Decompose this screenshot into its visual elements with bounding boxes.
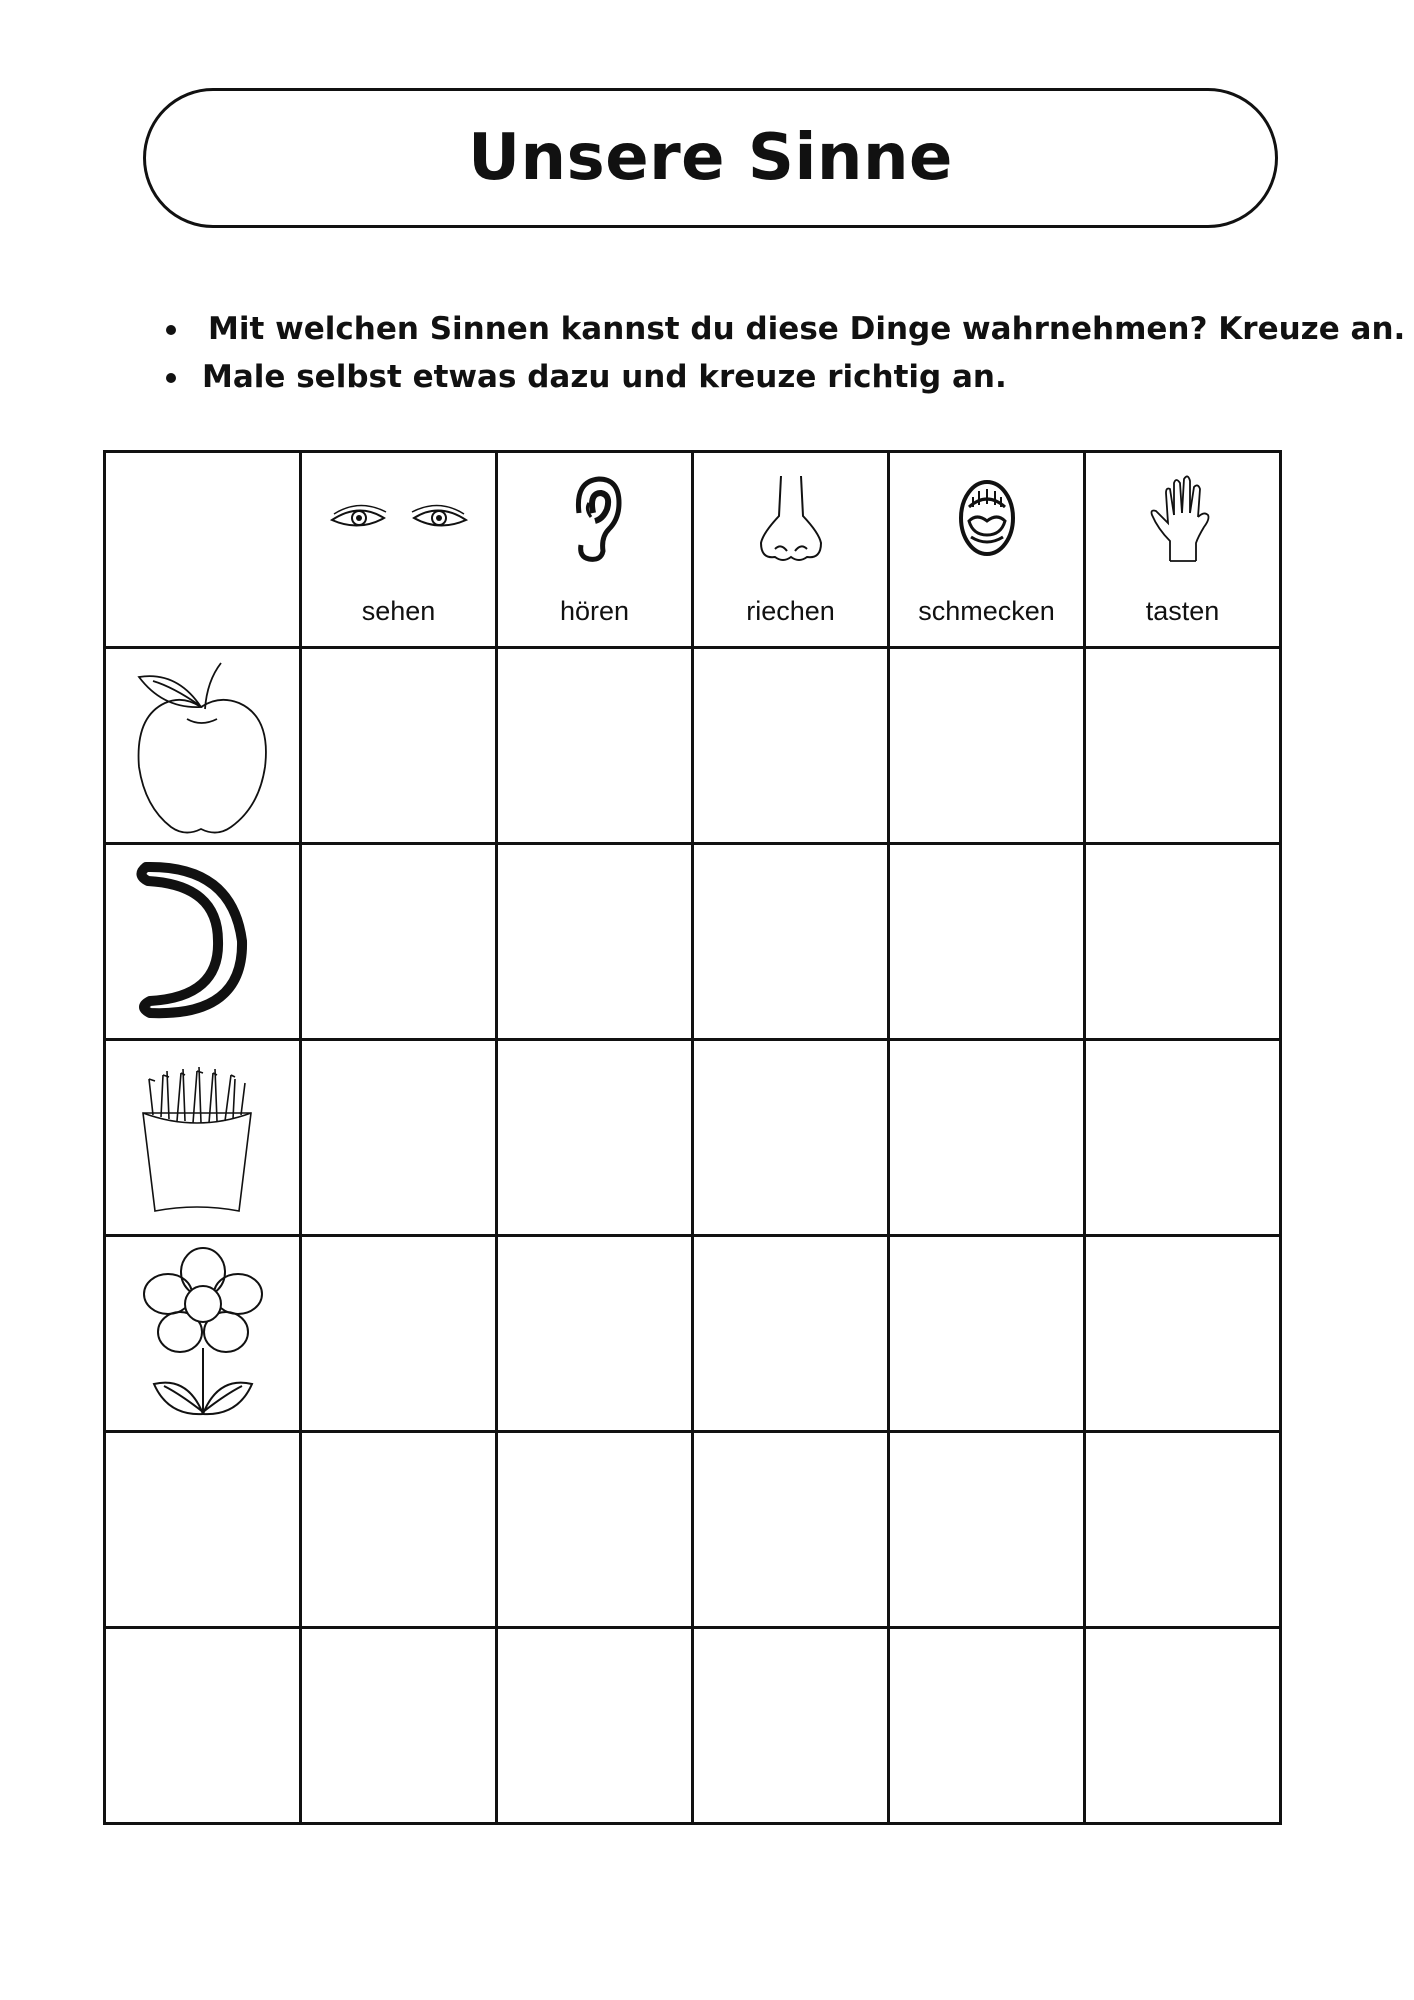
item-cell-fries [105,1040,301,1236]
sense-header-sehen [301,452,497,648]
sense-header-schmecken [889,452,1085,648]
check-cell[interactable] [497,844,693,1040]
nose-icon [694,463,887,573]
item-cell-moon [105,844,301,1040]
header-row [105,452,1281,648]
check-cell[interactable] [301,1040,497,1236]
instruction-item: Mit welchen Sinnen kannst du diese Dinge wahrnehmen? Kreuze an. [160,305,1405,353]
instruction-item: Male selbst etwas dazu und kreuze richtig an. [160,353,1405,401]
check-cell[interactable] [1085,1628,1281,1824]
check-cell[interactable] [693,844,889,1040]
check-cell[interactable] [889,1236,1085,1432]
check-cell[interactable] [497,1628,693,1824]
drawing-slot[interactable] [105,1432,301,1628]
check-cell[interactable] [889,648,1085,844]
check-cell[interactable] [889,1432,1085,1628]
sense-label: sehen [361,596,436,626]
item-row [105,648,1281,844]
instruction-list [160,305,1405,401]
drawing-slot[interactable] [105,1628,301,1824]
check-cell[interactable] [693,648,889,844]
sense-header-riechen [693,452,889,648]
flower-icon [106,1237,299,1430]
fries-icon [106,1041,299,1234]
sense-label: riechen [746,596,835,626]
check-cell[interactable] [497,1040,693,1236]
check-cell[interactable] [693,1628,889,1824]
check-cell[interactable] [889,1040,1085,1236]
check-cell[interactable] [693,1432,889,1628]
check-cell[interactable] [1085,844,1281,1040]
check-cell[interactable] [301,648,497,844]
senses-table [103,450,1282,1825]
eyes-icon [302,463,495,573]
apple-icon [106,649,299,842]
item-row [105,1236,1281,1432]
check-cell[interactable] [301,1236,497,1432]
moon-icon [106,845,299,1038]
check-cell[interactable] [301,844,497,1040]
page-title: Unsere Sinne [468,121,953,195]
check-cell[interactable] [497,1432,693,1628]
check-cell[interactable] [497,648,693,844]
check-cell[interactable] [497,1236,693,1432]
check-cell[interactable] [693,1040,889,1236]
check-cell[interactable] [889,1628,1085,1824]
item-row [105,1040,1281,1236]
sense-header-hoeren [497,452,693,648]
sense-header-tasten [1085,452,1281,648]
sense-label: schmecken [918,596,1055,626]
check-cell[interactable] [301,1432,497,1628]
ear-icon [498,463,691,573]
item-row [105,1628,1281,1824]
check-cell[interactable] [1085,1236,1281,1432]
check-cell[interactable] [693,1236,889,1432]
item-cell-apple [105,648,301,844]
check-cell[interactable] [1085,1432,1281,1628]
check-cell[interactable] [301,1628,497,1824]
hand-icon [1086,463,1279,573]
sense-label: hören [559,596,630,626]
item-cell-flower [105,1236,301,1432]
title-box [143,88,1278,228]
corner-cell [105,452,301,648]
check-cell[interactable] [889,844,1085,1040]
mouth-icon [890,463,1083,573]
sense-label: tasten [1145,596,1220,626]
item-row [105,1432,1281,1628]
item-row [105,844,1281,1040]
check-cell[interactable] [1085,1040,1281,1236]
check-cell[interactable] [1085,648,1281,844]
